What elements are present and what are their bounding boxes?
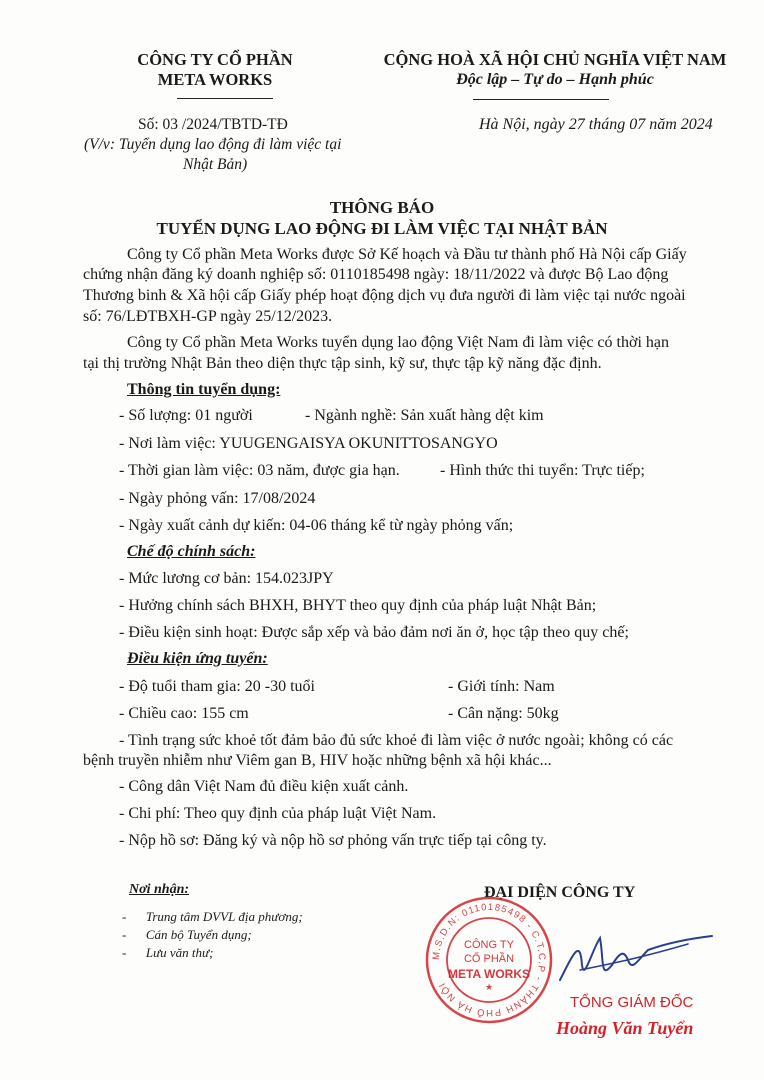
recipients-heading: Nơi nhận: [129, 882, 190, 897]
company-name-line2: META WORKS [157, 70, 273, 89]
recipient-item-text: Cán bộ Tuyển dụng; [145, 927, 252, 942]
living-conditions: - Điều kiện sinh hoạt: Được sắp xếp và bảo đảm nơi ăn ở, học tập theo quy chế; [119, 624, 629, 641]
intro-line-6: tại thị trường Nhật Bản theo diện thực tập sinh, kỹ sư, thực tập kỹ năng đặc định. [83, 355, 602, 372]
director-name: Hoàng Văn Tuyển [556, 1018, 694, 1038]
motto-underline [473, 99, 609, 100]
seal-line3: META WORKS [448, 967, 530, 981]
recipient-item: - Trung tâm DVVL địa phương; [122, 909, 303, 924]
subject-line1: (V/v: Tuyển dụng lao động đi làm việc tại [84, 136, 342, 153]
departure-date: - Ngày xuất cảnh dự kiến: 04-06 tháng kể từ ngày phỏng vấn; [119, 517, 514, 534]
intro-line-1: Công ty Cổ phần Meta Works được Sở Kế hoạch và Đầu tư thành phố Hà Nội cấp Giấy [127, 246, 687, 263]
intro-line-2: chứng nhận đăng ký doanh nghiệp số: 0110185498 ngày: 18/11/2022 và được Bộ Lao động [83, 266, 669, 283]
seal-star-icon: ★ [484, 982, 494, 992]
intro-line-4: số: 76/LĐTBXH-GP ngày 25/12/2023. [83, 308, 333, 325]
intro-line-3: Thương binh & Xã hội cấp Giấy phép hoạt động dịch vụ đưa người đi làm việc tại nước ngoài [83, 287, 686, 304]
nation-motto: Độc lập – Tự do – Hạnh phúc [456, 71, 654, 88]
signature-graphic [520, 920, 720, 1000]
citizenship-requirement: - Công dân Việt Nam đủ điều kiện xuất cảnh. [119, 778, 409, 795]
notice-title: THÔNG BÁO [329, 198, 435, 217]
exam-form: - Hình thức thi tuyển: Trực tiếp; [440, 462, 645, 479]
recipient-item-text: Trung tâm DVVL địa phương; [145, 909, 303, 924]
nation-title: CỘNG HOÀ XÃ HỘI CHỦ NGHĨA VIỆT NAM [383, 50, 727, 69]
cost-info: - Chi phí: Theo quy định của pháp luật Việt Nam. [119, 805, 437, 822]
recipient-item-text: Lưu văn thư; [145, 945, 214, 960]
seal-line1: CÔNG TY [464, 939, 514, 951]
seal-ring-text: M.S.D.N: 0110185498 - C.T.C.P - THÀNH PHỐ HÀ NỘI [430, 901, 548, 1019]
company-representative-label: ĐẠI DIỆN CÔNG TY [484, 884, 636, 901]
recipient-item: - Cán bộ Tuyển dụng; [122, 927, 252, 942]
recipient-item: - Lưu văn thư; [122, 945, 214, 960]
workplace: - Nơi làm việc: YUUGENGAISYA OKUNITTOSANGYO [119, 435, 498, 452]
submission-info: - Nộp hồ sơ: Đăng ký và nộp hồ sơ phỏng vấn trực tiếp tại công ty. [119, 832, 547, 849]
base-salary: - Mức lương cơ bản: 154.023JPY [119, 570, 334, 587]
seal-line2: CỔ PHẦN [463, 953, 515, 965]
section-policy-heading: Chế độ chính sách: [127, 543, 256, 560]
gender-requirement: - Giới tính: Nam [448, 678, 555, 695]
signature-scribble [520, 920, 720, 1000]
age-requirement: - Độ tuổi tham gia: 20 -30 tuổi [119, 678, 315, 695]
company-underline [177, 98, 273, 99]
work-duration: - Thời gian làm việc: 03 năm, được gia hạn. [119, 462, 400, 479]
director-title: TỔNG GIÁM ĐỐC [570, 994, 694, 1011]
weight-requirement: - Cân nặng: 50kg [448, 705, 559, 722]
section-requirements-heading: Điều kiện ứng tuyển: [127, 650, 268, 667]
height-requirement: - Chiều cao: 155 cm [119, 705, 249, 722]
interview-date: - Ngày phỏng vấn: 17/08/2024 [119, 490, 316, 507]
industry: - Ngành nghề: Sản xuất hàng dệt kim [305, 407, 544, 424]
notice-subtitle: TUYỂN DỤNG LAO ĐỘNG ĐI LÀM VIỆC TẠI NHẬT BẢN [156, 219, 608, 238]
intro-line-5: Công ty Cổ phần Meta Works tuyển dụng lao động Việt Nam đi làm việc có thời hạn [127, 334, 669, 351]
place-date: Hà Nội, ngày 27 tháng 07 năm 2024 [479, 116, 713, 133]
health-requirement-line1: - Tình trạng sức khoẻ tốt đảm bảo đủ sức khoẻ đi làm việc ở nước ngoài; không có các [119, 732, 674, 749]
document-number: Số: 03 /2024/TBTD-TĐ [138, 116, 288, 133]
insurance-policy: - Hưởng chính sách BHXH, BHYT theo quy định của pháp luật Nhật Bản; [119, 597, 597, 614]
section-recruitment-info-heading: Thông tin tuyển dụng: [127, 381, 281, 398]
health-requirement-line2: bệnh truyền nhiễm như Viêm gan B, HIV hoặc những bệnh xã hội khác... [83, 752, 552, 769]
quantity: - Số lượng: 01 người [119, 407, 253, 424]
subject-line2: Nhật Bản) [183, 156, 248, 173]
company-name-line1: CÔNG TY CỔ PHẦN [137, 50, 293, 69]
